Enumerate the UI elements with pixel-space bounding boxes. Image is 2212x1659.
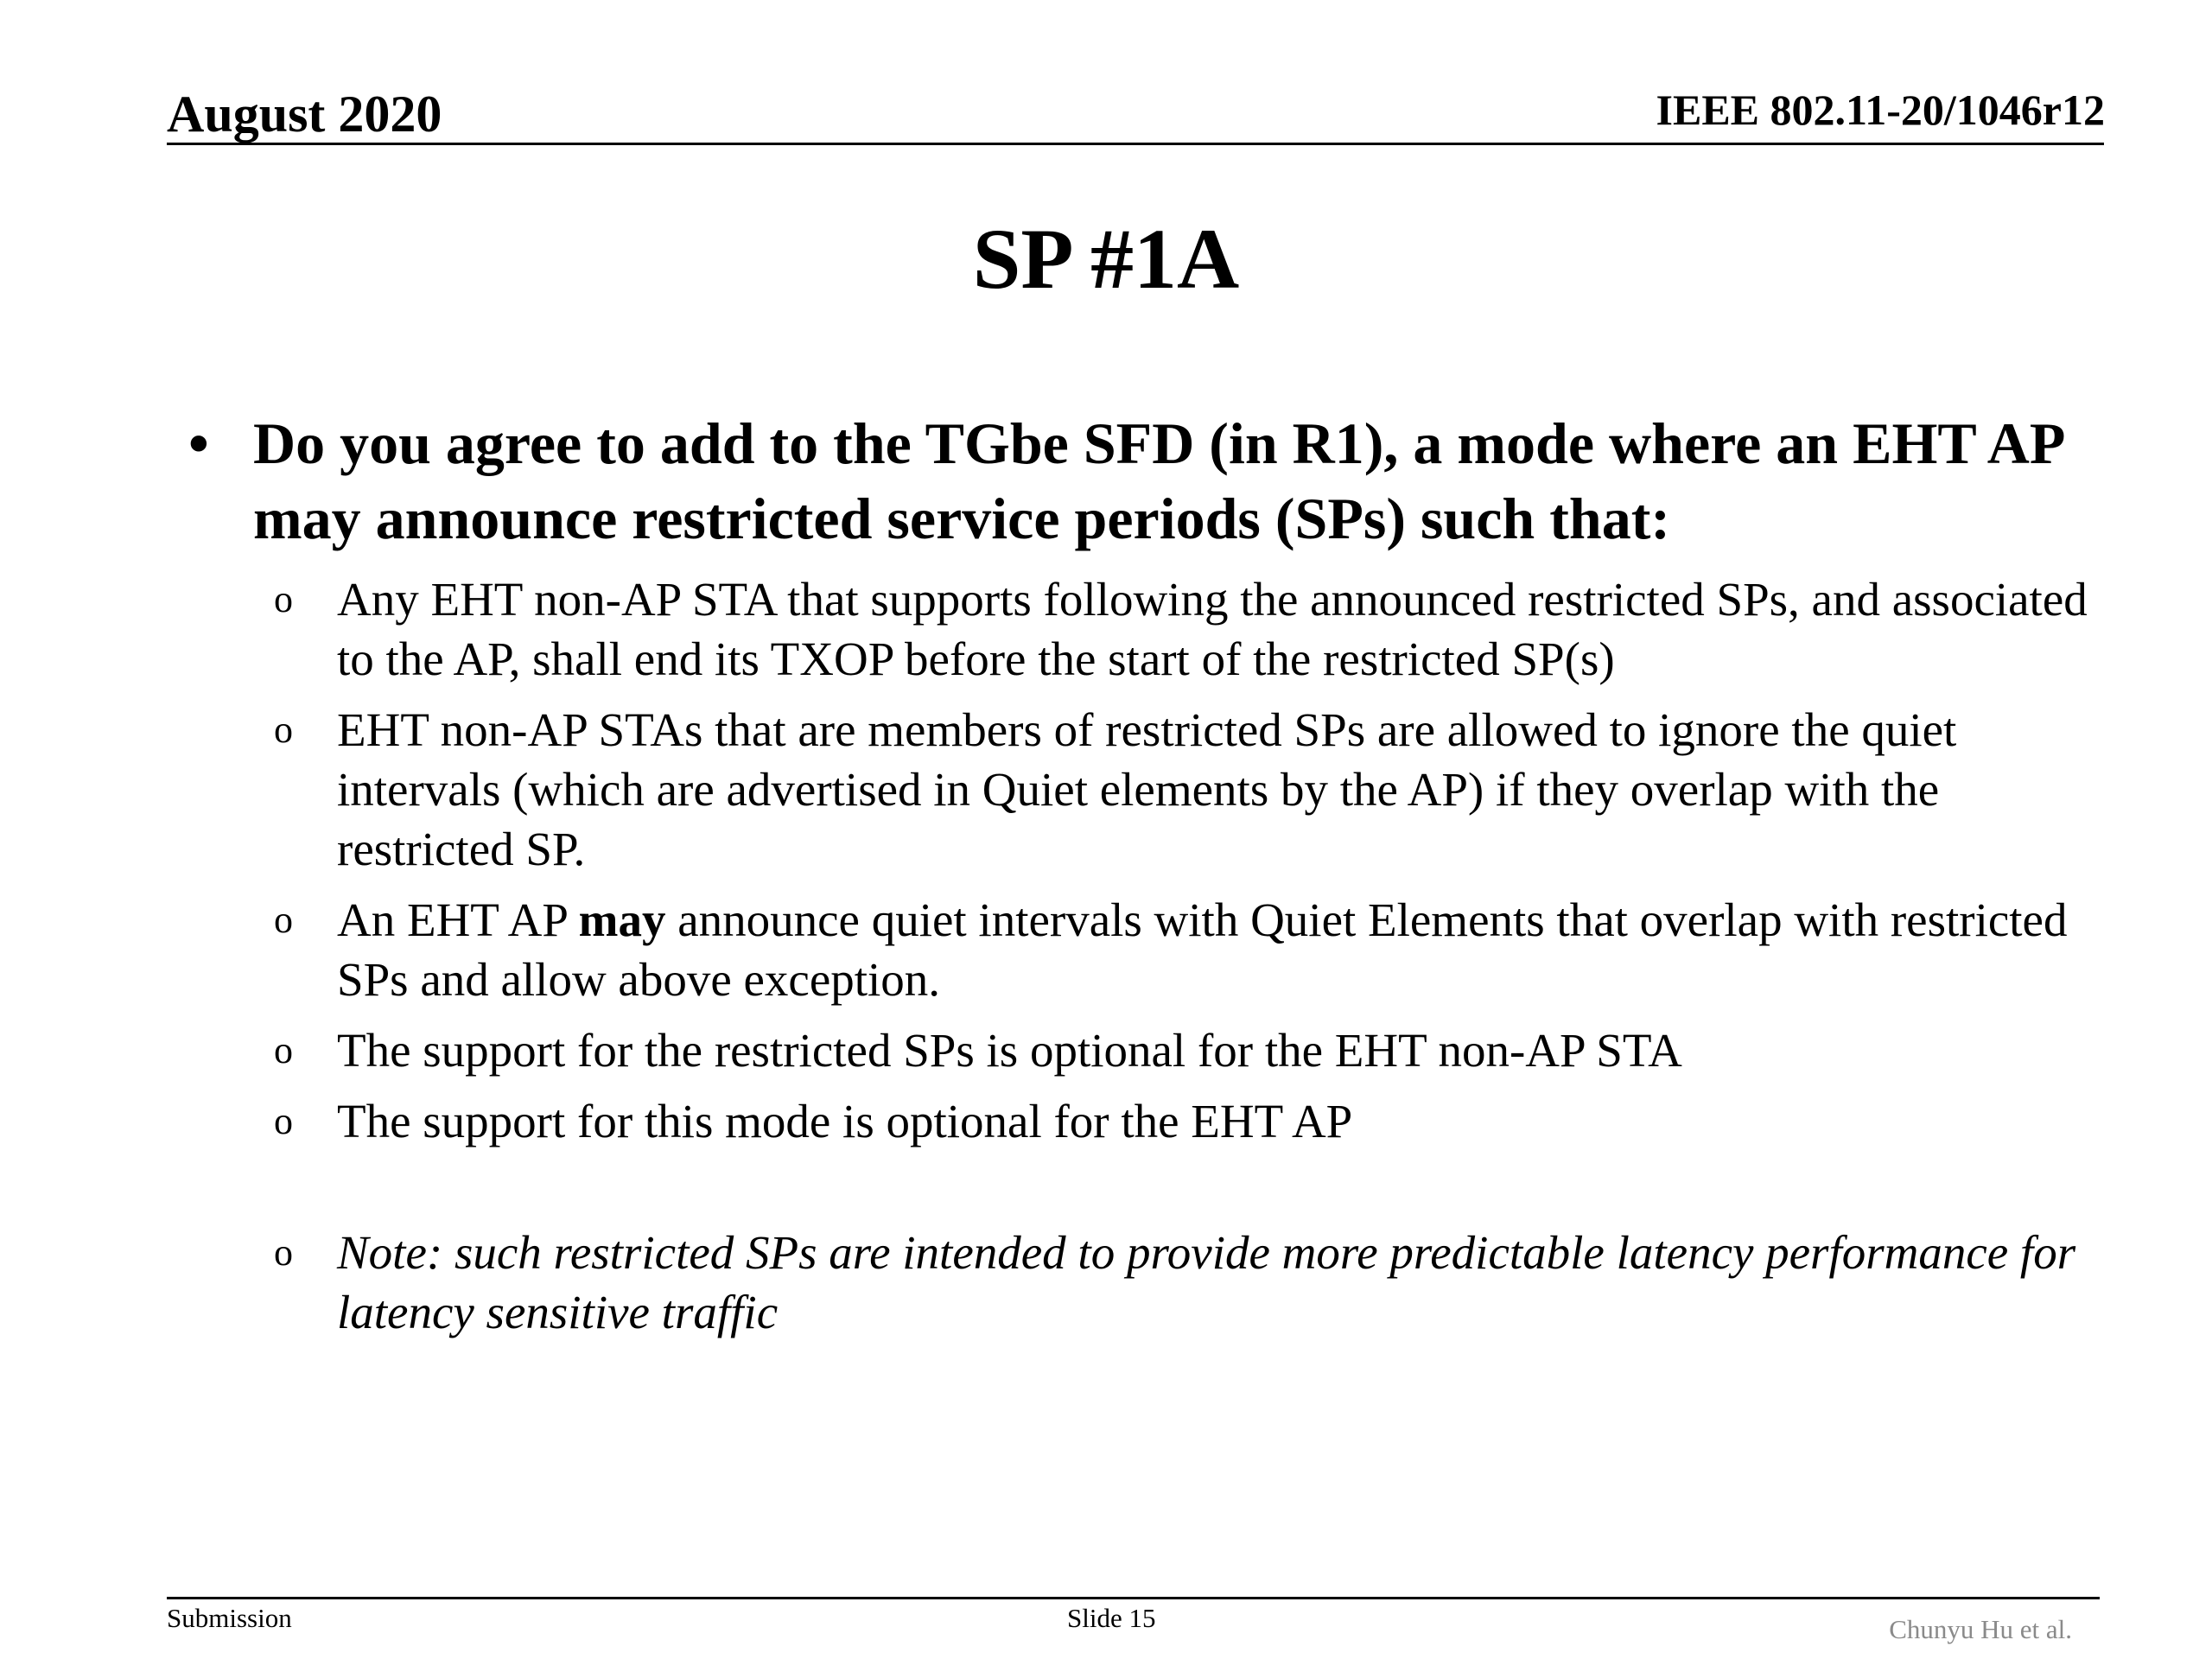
footer-slide-number: Slide 15 <box>1067 1603 1156 1633</box>
sub-bullet-item <box>167 700 2111 879</box>
sub-bullet-text-suffix: announce quiet intervals with Quiet Elements that overlap with restricted SPs and allow above exception. <box>337 893 2068 1006</box>
bullet-dot-icon: • <box>188 410 209 476</box>
sub-bullet-text: The support for the restricted SPs is optional for the EHT non-AP STA <box>337 1024 1682 1077</box>
hollow-circle-bullet-icon: o <box>274 1231 293 1274</box>
sub-bullet-text: Any EHT non-AP STA that supports following the announced restricted SPs, and associated to the AP, shall end its TXOP before the start of the restricted SP(s) <box>337 573 2088 685</box>
sub-bullet-item <box>167 1091 2111 1151</box>
note-item <box>167 1223 2111 1342</box>
hollow-circle-bullet-icon: o <box>274 1029 293 1071</box>
slide-title: SP #1A <box>972 211 1240 307</box>
hollow-circle-bullet-icon: o <box>274 1100 293 1142</box>
sub-bullet-item <box>167 569 2111 689</box>
footer-divider <box>167 1597 2100 1599</box>
header-date: August 2020 <box>167 86 442 143</box>
sub-bullet-text: The support for this mode is optional for the EHT AP <box>337 1095 1353 1147</box>
footer-author: Chunyu Hu et al. <box>1889 1614 2072 1644</box>
note-text: Note: such restricted SPs are intended to provide more predictable latency performance for latency sensitive traffic <box>337 1226 2076 1338</box>
sub-bullet-item <box>167 1020 2111 1080</box>
header-divider <box>167 143 2104 145</box>
main-bullet <box>167 406 2111 556</box>
hollow-circle-bullet-icon: o <box>274 578 293 620</box>
header-document-id: IEEE 802.11-20/1046r12 <box>1656 86 2105 134</box>
sub-bullet-item <box>167 890 2111 1009</box>
sub-bullet-text-prefix: An EHT AP <box>337 893 579 946</box>
slide-content <box>167 406 2111 1353</box>
main-bullet-text: Do you agree to add to the TGbe SFD (in R1), a mode where an EHT AP may announce restricted service periods (SPs) such that: <box>253 410 2063 551</box>
sub-bullet-text: EHT non-AP STAs that are members of restricted SPs are allowed to ignore the quiet intervals (which are advertised in Quiet elements by the AP) if they overlap with the restricted SP. <box>337 703 1957 875</box>
sub-bullet-text <box>337 893 2067 1006</box>
sub-bullet-list <box>167 569 2111 1342</box>
emphasized-word: may <box>578 893 666 946</box>
hollow-circle-bullet-icon: o <box>274 899 293 941</box>
footer-submission: Submission <box>167 1603 292 1633</box>
hollow-circle-bullet-icon: o <box>274 709 293 751</box>
